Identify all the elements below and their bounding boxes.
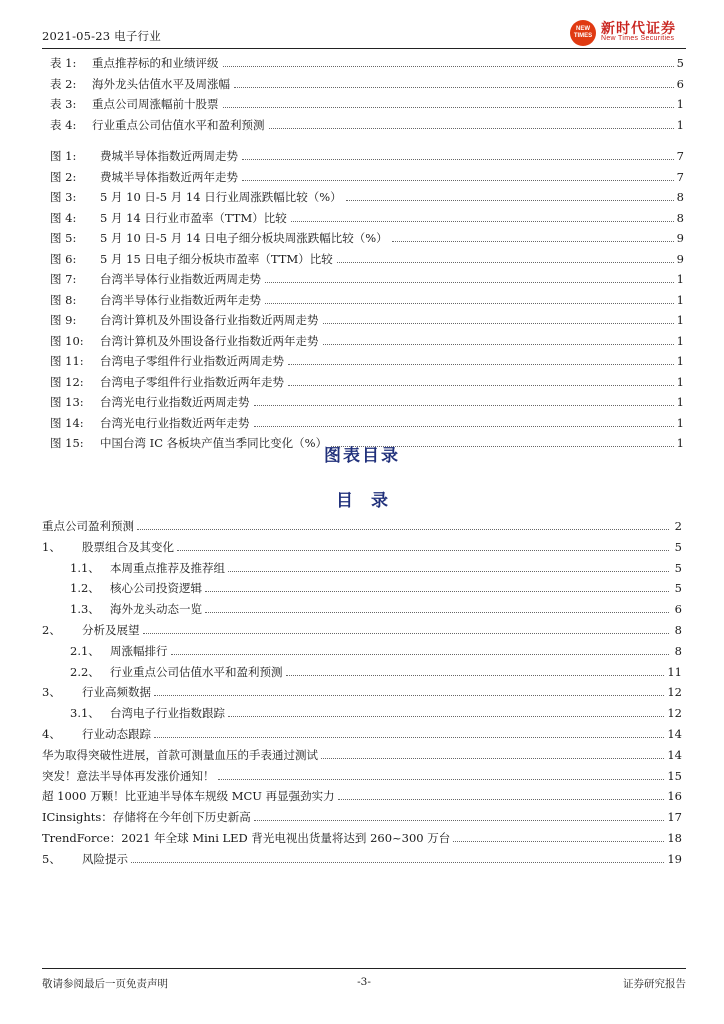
dot-leader (291, 221, 674, 222)
figure-entry-title: 5 月 14 日行业市盈率（TTM）比较 (100, 210, 287, 225)
toc-entry[interactable] (42, 560, 682, 581)
figure-entry-title: 台湾电子零组件行业指数近两周走势 (100, 354, 284, 368)
figure-entry[interactable] (50, 169, 684, 190)
figure-entry-title: 台湾电子零组件行业指数近两年走势 (100, 374, 284, 389)
figure-entry[interactable] (50, 292, 684, 313)
dot-leader (242, 159, 674, 160)
table-entry-label: 表 1: (50, 56, 77, 70)
toc-entry-title: TrendForce：2021 年全球 Mini LED 背光电视出货量将达到 260~300 万台 (42, 830, 451, 845)
figure-entry[interactable] (50, 333, 684, 354)
toc-entry[interactable] (42, 622, 682, 643)
toc-entry[interactable] (42, 851, 682, 872)
toc-entry[interactable] (42, 643, 682, 664)
dot-leader (346, 200, 674, 201)
toc-entry[interactable] (42, 518, 682, 539)
toc-entry[interactable] (42, 601, 682, 622)
tables-index (50, 55, 684, 137)
dot-leader (392, 241, 674, 242)
figure-entry-label: 图 3: (50, 190, 77, 204)
figure-entry-title: 5 月 10 日-5 月 14 日行业周涨跌幅比较（%） (100, 190, 342, 204)
toc-entry-page: 8 (674, 643, 682, 658)
figure-entry-page: 1 (676, 354, 684, 368)
figures-index (50, 148, 684, 456)
figure-entry-title: 台湾半导体行业指数近两周走势 (100, 272, 261, 286)
figure-entry[interactable] (50, 189, 684, 210)
dot-leader (177, 550, 669, 551)
dot-leader (205, 612, 669, 613)
table-entry-label: 表 3: (50, 97, 77, 111)
figure-entry-page: 1 (676, 374, 684, 389)
dot-leader (286, 675, 665, 676)
toc-entry-number: 1.3、 (70, 602, 100, 617)
figure-entry[interactable] (50, 394, 684, 415)
figure-entry-page: 1 (676, 292, 684, 307)
figure-entry-page: 9 (676, 231, 684, 245)
page-footer (42, 968, 686, 998)
dot-leader (254, 405, 675, 406)
table-entry-page: 1 (676, 117, 684, 132)
figure-entry-label: 图 8: (50, 292, 77, 307)
figure-entry-label: 图 7: (50, 272, 77, 286)
toc-entry-page: 5 (674, 539, 682, 554)
toc-entry-title: 海外龙头动态一览 (110, 602, 202, 617)
toc-entry-page: 15 (667, 768, 682, 783)
figure-entry[interactable] (50, 230, 684, 251)
dot-leader (288, 385, 674, 386)
figure-entry[interactable] (50, 251, 684, 272)
dot-leader (338, 799, 665, 800)
table-entry-page: 6 (676, 76, 684, 91)
figure-entry-title: 台湾光电行业指数近两年走势 (100, 415, 250, 430)
dot-leader (269, 128, 675, 129)
figure-entry-title: 5 月 10 日-5 月 14 日电子细分板块周涨跌幅比较（%） (100, 231, 388, 245)
dot-leader (321, 758, 664, 759)
dot-leader (205, 591, 669, 592)
toc-entry[interactable] (42, 726, 682, 747)
page-number: -3- (357, 976, 371, 988)
figure-entry-label: 图 14: (50, 415, 84, 430)
toc-entry[interactable] (42, 809, 682, 830)
figure-entry-title: 台湾计算机及外围设备行业指数近两年走势 (100, 333, 319, 348)
toc-entry[interactable] (42, 768, 682, 789)
toc-entry[interactable] (42, 580, 682, 601)
logo-emblem: NEW TIMES (570, 20, 596, 46)
figure-entry[interactable] (50, 148, 684, 169)
toc-entry-title: ICinsights：存储将在今年创下历史新高 (42, 810, 251, 825)
toc-entry-page: 16 (667, 789, 682, 804)
dot-leader (337, 262, 674, 263)
dot-leader (254, 820, 665, 821)
figure-entry-page: 1 (676, 333, 684, 348)
table-entry[interactable] (50, 96, 684, 117)
toc-entry-page: 17 (667, 810, 682, 825)
dot-leader (234, 87, 674, 88)
footer-divider (42, 968, 686, 969)
toc-entry-number: 2.1、 (70, 643, 100, 658)
dot-leader (228, 571, 669, 572)
toc-entry[interactable] (42, 539, 682, 560)
dot-leader (323, 344, 675, 345)
dot-leader (228, 716, 664, 717)
figure-entry-label: 图 9: (50, 313, 77, 327)
toc-entry-page: 8 (674, 622, 682, 637)
figure-entry[interactable] (50, 353, 684, 374)
toc-entry-title: 超 1000 万颗！比亚迪半导体车规级 MCU 再显强劲实力 (42, 789, 335, 804)
toc-entry-title: 行业高频数据 (82, 685, 151, 700)
dot-leader (265, 282, 674, 283)
toc-entry-page: 19 (667, 851, 682, 866)
figure-entry-title: 费城半导体指数近两年走势 (100, 169, 238, 184)
figure-entry-page: 9 (676, 251, 684, 266)
table-entry[interactable] (50, 117, 684, 138)
dot-leader (137, 529, 669, 530)
figure-entry-page: 1 (676, 313, 684, 327)
toc-entry-number: 2、 (42, 622, 61, 637)
toc-entry-page: 14 (667, 726, 682, 741)
toc-entry[interactable] (42, 684, 682, 705)
toc-entry[interactable] (42, 830, 682, 851)
toc-entry-page: 14 (667, 747, 682, 762)
dot-leader (154, 737, 664, 738)
figure-entry-title: 台湾半导体行业指数近两年走势 (100, 292, 261, 307)
dot-leader (254, 426, 675, 427)
table-entry-label: 表 2: (50, 76, 77, 91)
toc-entry-title: 分析及展望 (82, 622, 140, 637)
toc-entry-number: 5、 (42, 851, 61, 866)
dot-leader (242, 180, 674, 181)
dot-leader (453, 841, 664, 842)
table-entry-page: 1 (676, 97, 684, 111)
table-entry-page: 5 (676, 56, 684, 70)
figure-entry-title: 费城半导体指数近两周走势 (100, 149, 238, 163)
toc-entry-title: 行业动态跟踪 (82, 726, 151, 741)
figure-entry[interactable] (50, 415, 684, 436)
dot-leader (143, 633, 670, 634)
figure-entry-label: 图 11: (50, 354, 84, 368)
dot-leader (171, 654, 670, 655)
figure-entry-label: 图 6: (50, 251, 77, 266)
figure-entry-label: 图 13: (50, 395, 84, 409)
figure-entry-label: 图 4: (50, 210, 77, 225)
toc-entry[interactable] (42, 747, 682, 768)
dot-leader (223, 66, 675, 67)
toc-entry-title: 重点公司盈利预测 (42, 519, 134, 533)
header-divider (42, 48, 686, 49)
figure-entry-page: 8 (676, 210, 684, 225)
figure-entry-page: 1 (676, 415, 684, 430)
dot-leader (288, 364, 674, 365)
toc-entry-page: 11 (667, 664, 682, 679)
toc-entry-title: 股票组合及其变化 (82, 539, 174, 554)
footer-report-type: 证券研究报告 (623, 978, 686, 990)
figure-entry-page: 1 (676, 395, 684, 409)
toc-entry-title: 行业重点公司估值水平和盈利预测 (110, 664, 283, 679)
toc-entry-title: 周涨幅排行 (110, 643, 168, 658)
figure-entry-page: 1 (676, 272, 684, 286)
table-entry-title: 海外龙头估值水平及周涨幅 (92, 76, 230, 91)
figure-entry-label: 图 5: (50, 231, 77, 245)
figure-entry[interactable] (50, 210, 684, 231)
figure-entry-label: 图 12: (50, 374, 84, 389)
figure-entry-page: 1 (676, 436, 684, 450)
figure-entry[interactable] (50, 312, 684, 333)
toc-entry-title: 本周重点推荐及推荐组 (110, 560, 225, 575)
toc-entry-title: 华为取得突破性进展，首款可测量血压的手表通过测试 (42, 747, 318, 762)
table-entry-title: 重点公司周涨幅前十股票 (92, 97, 219, 111)
toc-entry-number: 1.1、 (70, 560, 100, 575)
toc-entry-page: 12 (667, 685, 682, 700)
toc-entry-number: 4、 (42, 726, 61, 741)
toc-entry-page: 12 (667, 706, 682, 721)
figure-entry-title: 中国台湾 IC 各板块产值当季同比变化（%） (100, 436, 328, 450)
footer-disclaimer: 敬请参阅最后一页免责声明 (42, 978, 168, 990)
figure-entry-label: 图 1: (50, 149, 77, 163)
figure-entry-label: 图 15: (50, 436, 84, 450)
dot-leader (218, 779, 665, 780)
figure-entry-title: 5 月 15 日电子细分板块市盈率（TTM）比较 (100, 251, 333, 266)
toc-entry-number: 3、 (42, 685, 61, 700)
toc-entry-number: 1.2、 (70, 581, 100, 596)
figure-entry[interactable] (50, 374, 684, 395)
toc-entry-page: 5 (674, 560, 682, 575)
dot-leader (323, 323, 675, 324)
toc-entry-title: 核心公司投资逻辑 (110, 581, 202, 596)
figure-entry-title: 台湾光电行业指数近两周走势 (100, 395, 250, 409)
dot-leader (223, 107, 675, 108)
figure-entry-label: 图 10: (50, 333, 84, 348)
toc-entry-number: 1、 (42, 539, 61, 554)
toc-entry[interactable] (42, 788, 682, 809)
logo-name: 新时代证券 (601, 21, 676, 37)
header-date-sector: 2021-05-23 电子行业 (42, 29, 161, 43)
table-entry-title: 行业重点公司估值水平和盈利预测 (92, 117, 265, 132)
figure-entry-page: 7 (676, 169, 684, 184)
figure-entry[interactable] (50, 271, 684, 292)
figures-index-heading: 图表目录 (324, 446, 400, 466)
toc-entry[interactable] (42, 664, 682, 685)
toc-entry-title: 风险提示 (82, 851, 128, 866)
toc-entry-title: 突发！意法半导体再发涨价通知！ (42, 768, 215, 783)
figure-entry-label: 图 2: (50, 169, 77, 184)
toc-entry-page: 2 (674, 519, 682, 533)
table-entry-title: 重点推荐标的和业绩评级 (92, 56, 219, 70)
company-logo (570, 18, 686, 48)
dot-leader (131, 862, 664, 863)
dot-leader (154, 695, 664, 696)
toc-entry-number: 2.2、 (70, 664, 100, 679)
toc-entry[interactable] (42, 705, 682, 726)
table-entry[interactable] (50, 76, 684, 97)
dot-leader (265, 303, 674, 304)
table-entry-label: 表 4: (50, 117, 77, 132)
toc-entry-page: 6 (674, 602, 682, 617)
figure-entry-title: 台湾计算机及外围设备行业指数近两周走势 (100, 313, 319, 327)
logo-subtitle: New Times Securities (601, 35, 675, 42)
table-entry[interactable] (50, 55, 684, 76)
toc-entry-page: 18 (667, 830, 682, 845)
table-of-contents (42, 518, 682, 872)
toc-entry-page: 5 (674, 581, 682, 596)
page-header (42, 22, 686, 50)
toc-entry-title: 台湾电子行业指数跟踪 (110, 706, 225, 721)
toc-entry-number: 3.1、 (70, 706, 100, 721)
toc-heading: 目录 (336, 491, 406, 511)
figure-entry-page: 8 (676, 190, 684, 204)
figure-entry-page: 7 (676, 149, 684, 163)
